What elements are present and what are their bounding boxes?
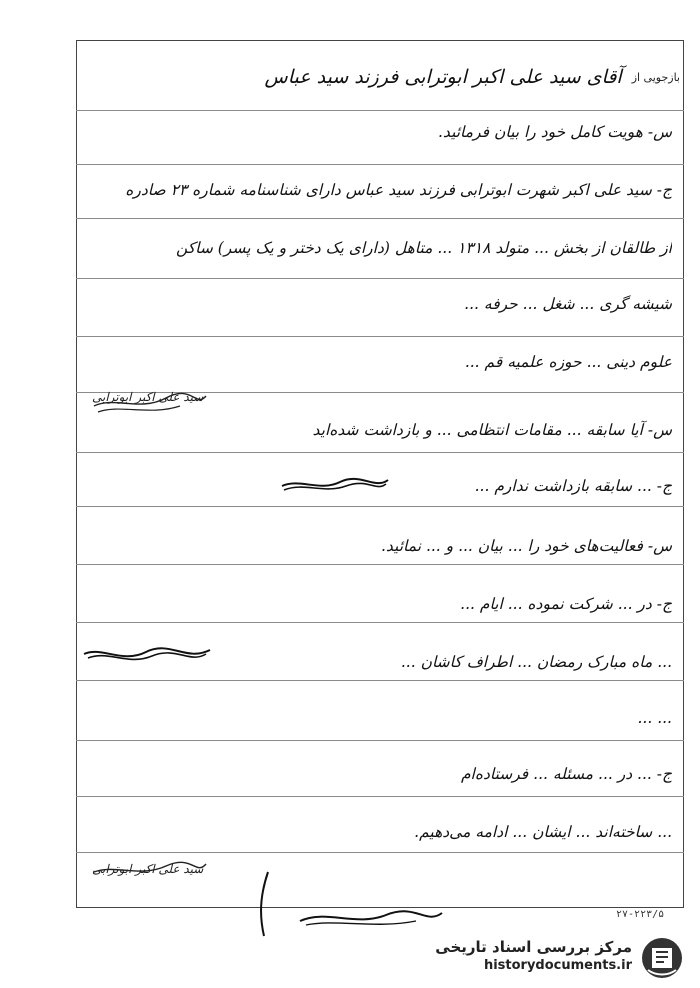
text-line: ج- ... در ... مسئله ... فرستاده‌ام (460, 765, 672, 783)
text-line: ... ماه مبارک رمضان ... اطراف کاشان ... (400, 653, 672, 671)
archive-logo-icon (638, 936, 686, 980)
text-line: ج- در ... شرکت نموده ... ایام ... (460, 595, 672, 613)
text-line: ج- ... سابقه بازداشت ندارم ... (474, 477, 672, 495)
ruled-line (76, 852, 684, 853)
ruled-line (76, 452, 684, 453)
text-line: س- هویت کامل خود را بیان فرمائید. (438, 123, 672, 141)
margin-signature-scribble (90, 858, 210, 884)
header-label: بازجویی از (631, 70, 680, 84)
text-line: ج- سید علی اکبر شهرت ابوترابی فرزند سید عباس دارای شناسنامه شماره ۲۳ صادره (125, 181, 672, 199)
document-number: ۲۷-۲۲۳/۵ (616, 909, 665, 920)
text-line: شیشه گری ... شغل ... حرفه ... (464, 295, 672, 313)
ruled-line (76, 506, 684, 507)
ruled-line (76, 110, 684, 111)
document-header (160, 60, 680, 94)
text-line: س- فعالیت‌های خود را ... بیان ... و ... نمائید. (380, 537, 672, 555)
text-line: ... ... (637, 709, 672, 727)
header-name: آقای سید علی اکبر ابوترابی فرزند سید عباس (264, 66, 622, 88)
margin-signature-scribble (90, 388, 210, 418)
ruled-line (76, 336, 684, 337)
strikethrough-scribble (82, 644, 212, 666)
text-line: علوم دینی ... حوزه علمیه قم ... (464, 353, 672, 371)
watermark-title: مرکز بررسی اسناد تاریخی (435, 938, 632, 956)
text-line: از طالقان از بخش ... متولد ۱۳۱۸ ... متاهل (دارای یک دختر و یک پسر) ساکن (175, 239, 672, 257)
ruled-line (76, 564, 684, 565)
strikethrough-scribble (280, 474, 390, 496)
archive-watermark (430, 936, 690, 980)
ruled-line (76, 622, 684, 623)
ruled-line (76, 218, 684, 219)
ruled-line (76, 278, 684, 279)
pen-stroke (240, 870, 280, 940)
text-line: س- آیا سابقه ... مقامات انتظامی ... و بازداشت شده‌اید (312, 421, 672, 439)
watermark-url: historydocuments.ir (483, 958, 632, 973)
ruled-line (76, 680, 684, 681)
ruled-line (76, 796, 684, 797)
margin-signature: سید علی اکبر ابوترابی (92, 390, 204, 404)
ruled-line (76, 164, 684, 165)
bottom-signature (296, 905, 446, 931)
text-line: ... ساخته‌اند ... ایشان ... ادامه می‌دهیم. (414, 823, 672, 841)
ruled-line (76, 740, 684, 741)
margin-signature: سید علی اکبر ابوترابی (92, 862, 204, 876)
